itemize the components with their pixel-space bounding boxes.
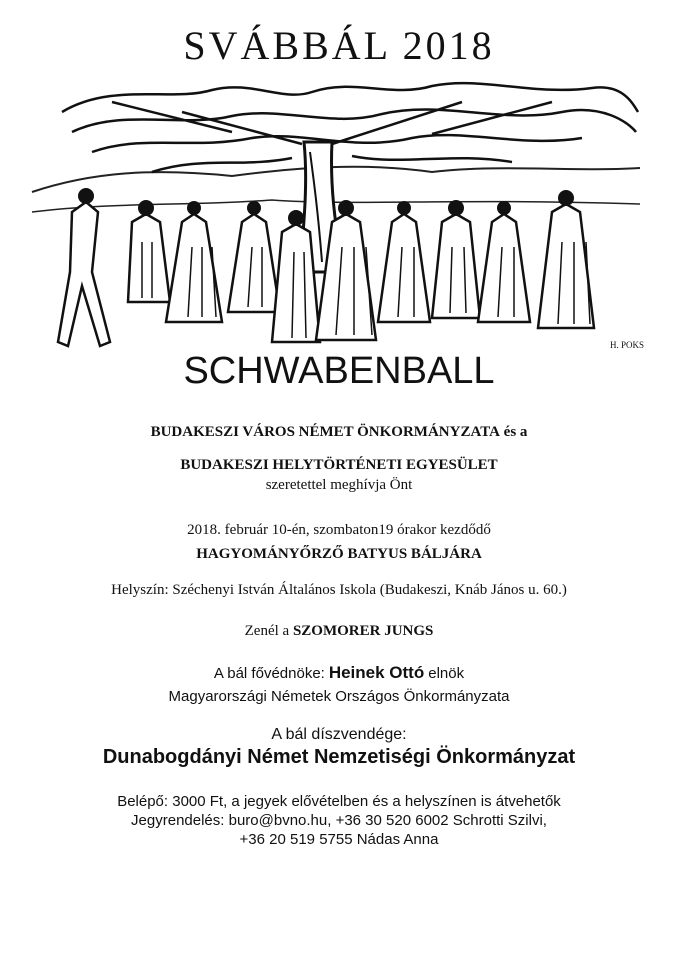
- host-org-2: BUDAKESZI HELYTÖRTÉNETI EGYESÜLET: [180, 457, 498, 473]
- event-name: HAGYOMÁNYŐRZŐ BATYUS BÁLJÁRA: [196, 546, 482, 562]
- host-line-1: [0, 424, 678, 441]
- patron-line: [0, 663, 678, 683]
- signature: H. POKS: [610, 340, 645, 350]
- guest-name: Dunabogdányi Német Nemzetiségi Önkormányzat: [102, 746, 576, 768]
- subtitle: SCHWABENBALL: [183, 350, 495, 392]
- event-date: 2018. február 10-én, szombaton19 órakor kezdődő: [187, 522, 491, 538]
- invitation-text: szeretettel meghívja Önt: [265, 477, 413, 493]
- dancing-folk-tree-drawing-icon: [32, 72, 645, 360]
- music-prefix: Zenél a: [244, 623, 290, 639]
- music-line: [0, 623, 678, 640]
- patron-prefix: A bál fővédnöke:: [213, 665, 325, 682]
- host-conjunction: és a: [503, 424, 528, 440]
- guest-label: A bál díszvendége:: [271, 726, 407, 743]
- ticket-info: Belépő: 3000 Ft, a jegyek elővételben és a helyszínen is átvehetők: [117, 793, 561, 810]
- event-venue: Helyszín: Széchenyi István Általános Iskola (Budakeszi, Knáb János u. 60.): [111, 582, 567, 598]
- patron-name: Heinek Ottó: [328, 663, 425, 682]
- booking-contact: +36 20 519 5755 Nádas Anna: [239, 831, 439, 848]
- booking-info: Jegyrendelés: buro@bvno.hu, +36 30 520 6002 Schrotti Szilvi,: [131, 812, 547, 829]
- patron-role: elnök: [428, 665, 465, 682]
- poster-title: SVÁBBÁL 2018: [183, 23, 495, 68]
- band-name: SZOMORER JUNGS: [292, 623, 434, 639]
- host-org-1: BUDAKESZI VÁROS NÉMET ÖNKORMÁNYZATA: [150, 424, 500, 440]
- patron-org: Magyarországi Németek Országos Önkormányzata: [168, 688, 510, 705]
